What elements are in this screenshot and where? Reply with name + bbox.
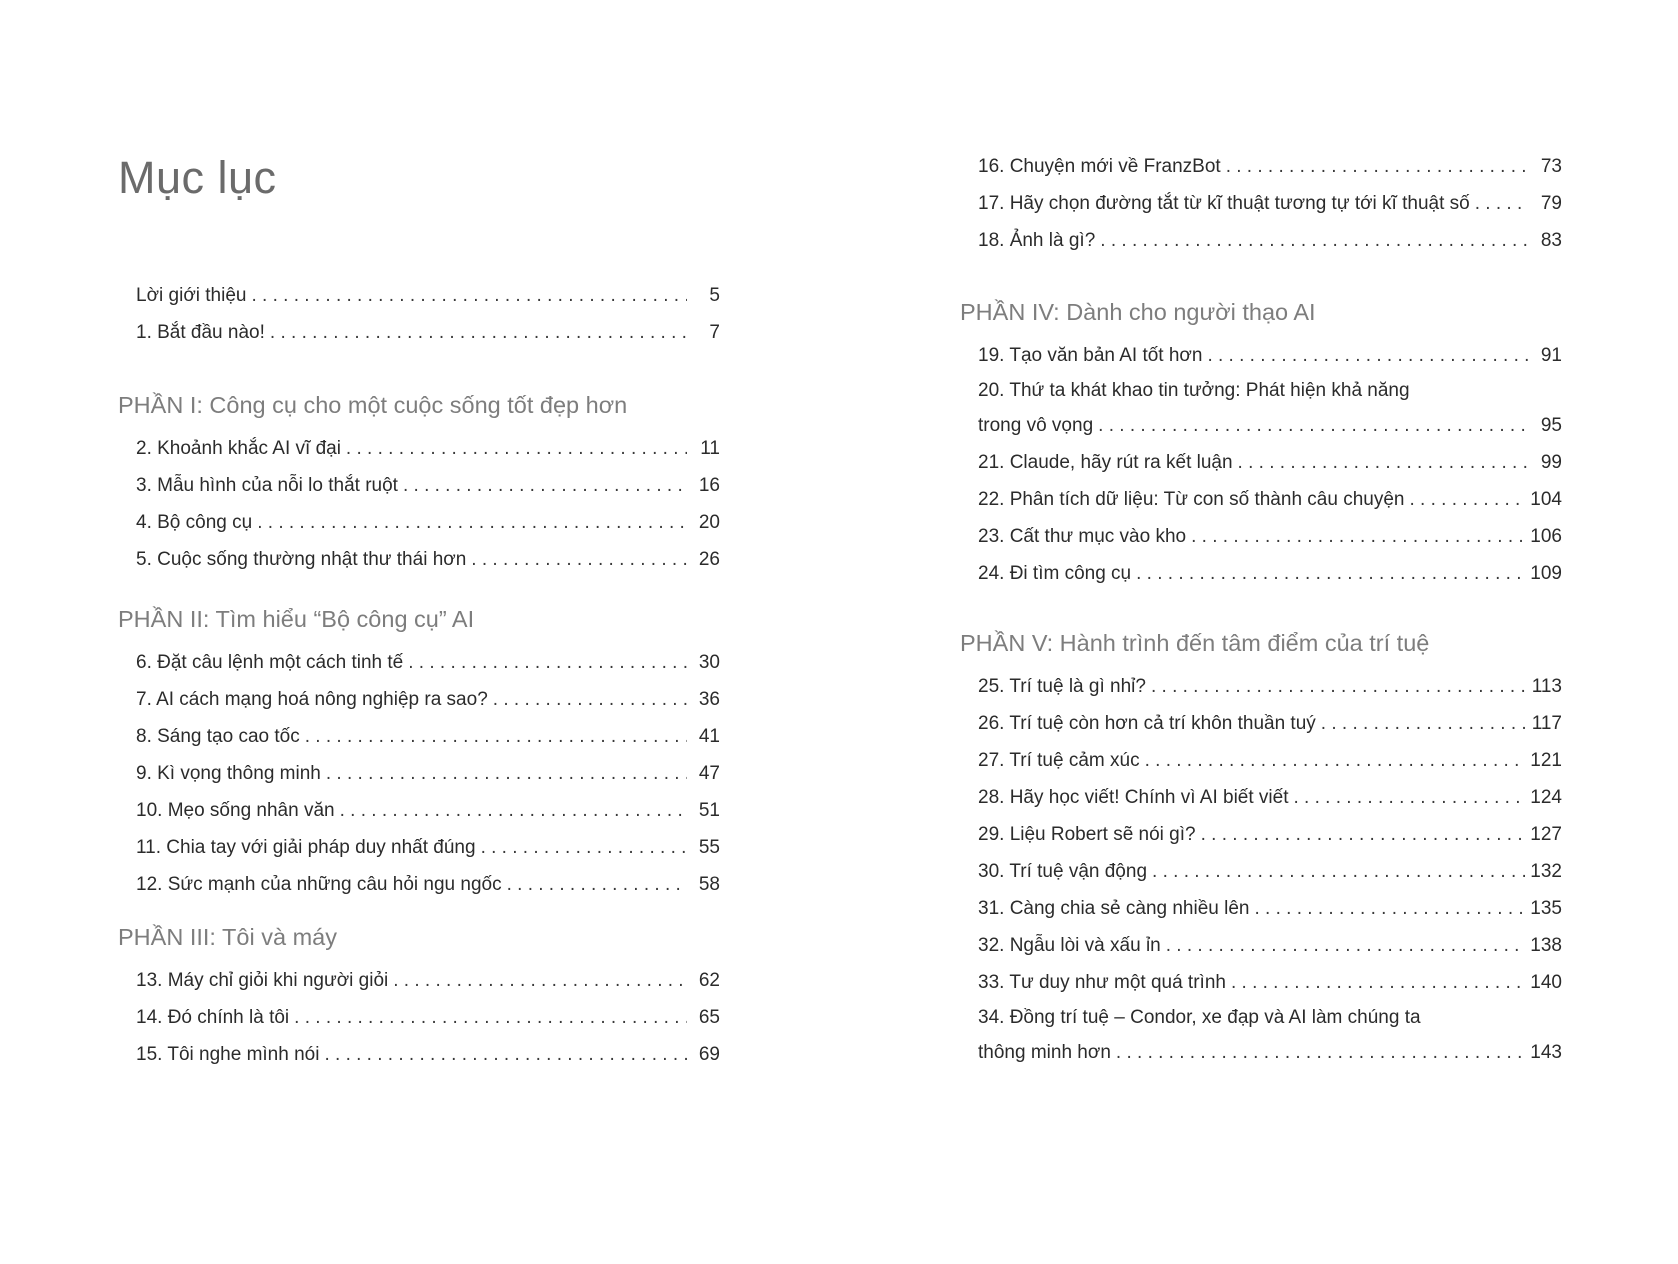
dot-leader [507,866,687,903]
entry-title: 27. Trí tuệ cảm xúc [978,750,1140,771]
entry-title: 7. AI cách mạng hoá nông nghiệp ra sao? [136,689,488,710]
dot-leader [403,467,687,504]
toc-entry[interactable] [960,927,1562,964]
entry-page-number: 20 [698,512,720,533]
entry-title: 15. Tôi nghe mình nói [136,1044,320,1065]
entry-title: 33. Tư duy như một quá trình [978,972,1226,993]
dot-leader [326,755,687,792]
entry-page-number: 62 [698,970,720,991]
intro-section [118,277,720,351]
part-5-entries [960,668,1562,1071]
entry-title: 10. Mẹo sống nhân văn [136,800,335,821]
dot-leader [1475,185,1529,222]
entry-title-continued: trong vô vọng [978,415,1094,436]
dot-leader [1191,518,1525,555]
part-4-section [960,293,1562,592]
toc-entry[interactable] [960,555,1562,592]
entry-page-number: 106 [1530,526,1562,547]
toc-entry[interactable] [960,668,1562,705]
dot-leader [1207,337,1529,374]
part-2-heading: PHẦN II: Tìm hiểu “Bộ công cụ” AI [118,606,475,632]
dot-leader [408,644,687,681]
entry-page-number: 83 [1540,230,1562,251]
entry-page-number: 73 [1540,156,1562,177]
dot-leader [1238,444,1529,481]
entry-page-number: 124 [1530,787,1562,808]
dot-leader [1409,481,1525,518]
toc-entry[interactable] [960,779,1562,816]
entry-page-number: 121 [1530,750,1562,771]
entry-page-number: 51 [698,800,720,821]
entry-page-number: 11 [700,438,720,459]
dot-leader [1201,816,1526,853]
part-3-entries [118,962,720,1073]
toc-entry[interactable] [960,374,1562,444]
toc-entry[interactable] [960,337,1562,374]
entry-title: 16. Chuyện mới về FranzBot [978,156,1221,177]
toc-entry[interactable] [118,755,720,792]
entry-title-continued: thông minh hơn [978,1042,1111,1063]
entry-page-number: 138 [1530,935,1562,956]
dot-leader [1294,779,1526,816]
entry-title: 20. Thứ ta khát khao tin tưởng: Phát hiện khả năng [978,380,1410,401]
toc-entry[interactable] [118,644,720,681]
entry-title: 4. Bộ công cụ [136,512,253,533]
dot-leader [1098,407,1529,444]
entry-title: 24. Đi tìm công cụ [978,563,1132,584]
entry-page-number: 99 [1540,452,1562,473]
entry-page-number: 127 [1530,824,1562,845]
part-2-entries [118,644,720,903]
dot-leader [1152,853,1525,890]
dot-leader [471,541,687,578]
entry-page-number: 58 [698,874,720,895]
toc-entry[interactable] [960,742,1562,779]
entry-title: 31. Càng chia sẻ càng nhiều lên [978,898,1250,919]
dot-leader [1231,964,1525,1001]
toc-entry[interactable] [118,467,720,504]
toc-entry[interactable] [960,816,1562,853]
entry-title: 14. Đó chính là tôi [136,1007,290,1028]
entry-page-number: 79 [1540,193,1562,214]
toc-entry[interactable] [960,481,1562,518]
entry-page-number: 140 [1530,972,1562,993]
entry-title: 12. Sức mạnh của những câu hỏi ngu ngốc [136,874,502,895]
dot-leader [1151,668,1527,705]
entry-page-number: 16 [698,475,720,496]
dot-leader [251,277,687,314]
toc-entry[interactable] [960,853,1562,890]
dot-leader [1100,222,1529,259]
toc-entry[interactable] [960,518,1562,555]
page-title: Mục lục [118,152,277,203]
part-1-section [118,386,720,578]
dot-leader [340,792,687,829]
entry-page-number: 5 [709,285,720,306]
entry-title: 28. Hãy học viết! Chính vì AI biết viết [978,787,1289,808]
toc-entry[interactable] [118,541,720,578]
toc-entry[interactable] [118,792,720,829]
part-3-section [118,918,720,1073]
entry-title: 6. Đặt câu lệnh một cách tinh tế [136,652,404,673]
dot-leader [270,314,687,351]
part-2-section [118,600,720,903]
entry-title: 22. Phân tích dữ liệu: Từ con số thành câu chuyện [978,489,1405,510]
entry-title: 17. Hãy chọn đường tắt từ kĩ thuật tương tự tới kĩ thuật số [978,193,1470,214]
entry-title: 3. Mẫu hình của nỗi lo thắt ruột [136,475,398,496]
dot-leader [1226,148,1529,185]
toc-entry[interactable] [960,1001,1562,1071]
entry-page-number: 69 [698,1044,720,1065]
entry-page-number: 143 [1530,1042,1562,1063]
toc-entry[interactable] [118,999,720,1036]
dot-leader [1254,890,1525,927]
entry-title: 1. Bắt đầu nào! [136,322,265,343]
entry-title: 26. Trí tuệ còn hơn cả trí khôn thuần tuý [978,713,1316,734]
entry-page-number: 55 [698,837,720,858]
toc-entry[interactable] [118,314,720,351]
part-1-heading: PHẦN I: Công cụ cho một cuộc sống tốt đẹp hơn [118,392,628,418]
entry-title: 18. Ảnh là gì? [978,230,1096,251]
toc-entry[interactable] [118,681,720,718]
entry-title: 13. Máy chỉ giỏi khi người giỏi [136,970,389,991]
dot-leader [1145,742,1526,779]
toc-entry[interactable] [960,185,1562,222]
part-5-section [960,624,1562,1071]
toc-entry[interactable] [118,962,720,999]
toc-entry[interactable] [118,430,720,467]
entry-page-number: 36 [698,689,720,710]
dot-leader [257,504,687,541]
entry-page-number: 135 [1530,898,1562,919]
entry-title: 2. Khoảnh khắc AI vĩ đại [136,438,341,459]
dot-leader [1321,705,1527,742]
entry-title: 5. Cuộc sống thường nhật thư thái hơn [136,549,467,570]
dot-leader [346,430,687,467]
entry-page-number: 91 [1540,345,1562,366]
entry-page-number: 95 [1540,415,1562,436]
dot-leader [393,962,687,999]
entry-page-number: 47 [698,763,720,784]
entry-title: 21. Claude, hãy rút ra kết luận [978,452,1233,473]
entry-title: 11. Chia tay với giải pháp duy nhất đúng [136,837,476,858]
dot-leader [1166,927,1526,964]
toc-entry[interactable] [118,829,720,866]
toc-entry[interactable] [960,705,1562,742]
entry-page-number: 132 [1530,861,1562,882]
dot-leader [481,829,687,866]
toc-entry[interactable] [118,277,720,314]
entry-page-number: 26 [698,549,720,570]
continued-section [960,148,1562,259]
entry-title: 9. Kì vọng thông minh [136,763,321,784]
part-1-entries [118,430,720,578]
dot-leader [324,1036,687,1073]
toc-entry[interactable] [960,444,1562,481]
entry-title: 34. Đồng trí tuệ – Condor, xe đạp và AI làm chúng ta [978,1007,1421,1028]
toc-entry[interactable] [960,890,1562,927]
part-4-heading: PHẦN IV: Dành cho người thạo AI [960,299,1316,325]
toc-entry[interactable] [960,148,1562,185]
entry-page-number: 7 [709,322,720,343]
entry-page-number: 30 [698,652,720,673]
entry-title: 30. Trí tuệ vận động [978,861,1148,882]
entry-title: 19. Tạo văn bản AI tốt hơn [978,345,1203,366]
toc-entry[interactable] [118,504,720,541]
toc-entry[interactable] [118,1036,720,1073]
entry-title: 32. Ngẫu lòi và xấu ỉn [978,935,1161,956]
toc-entry[interactable] [960,964,1562,1001]
part-3-heading: PHẦN III: Tôi và máy [118,924,337,950]
entry-title: 23. Cất thư mục vào kho [978,526,1187,547]
dot-leader [1136,555,1525,592]
toc-entry[interactable] [118,718,720,755]
dot-leader [305,718,687,755]
dot-leader [294,999,687,1036]
entry-page-number: 109 [1530,563,1562,584]
entry-title: 25. Trí tuệ là gì nhỉ? [978,676,1146,697]
part-5-heading: PHẦN V: Hành trình đến tâm điểm của trí tuệ [960,630,1430,656]
toc-entry[interactable] [960,222,1562,259]
entry-page-number: 113 [1531,676,1562,697]
entry-page-number: 65 [698,1007,720,1028]
dot-leader [1116,1034,1525,1071]
dot-leader [493,681,687,718]
entry-page-number: 41 [698,726,720,747]
entry-title: 8. Sáng tạo cao tốc [136,726,300,747]
entry-page-number: 104 [1530,489,1562,510]
part-4-entries [960,337,1562,592]
entry-title: Lời giới thiệu [136,285,247,306]
toc-entry[interactable] [118,866,720,903]
entry-page-number: 117 [1531,713,1562,734]
entry-title: 29. Liệu Robert sẽ nói gì? [978,824,1196,845]
